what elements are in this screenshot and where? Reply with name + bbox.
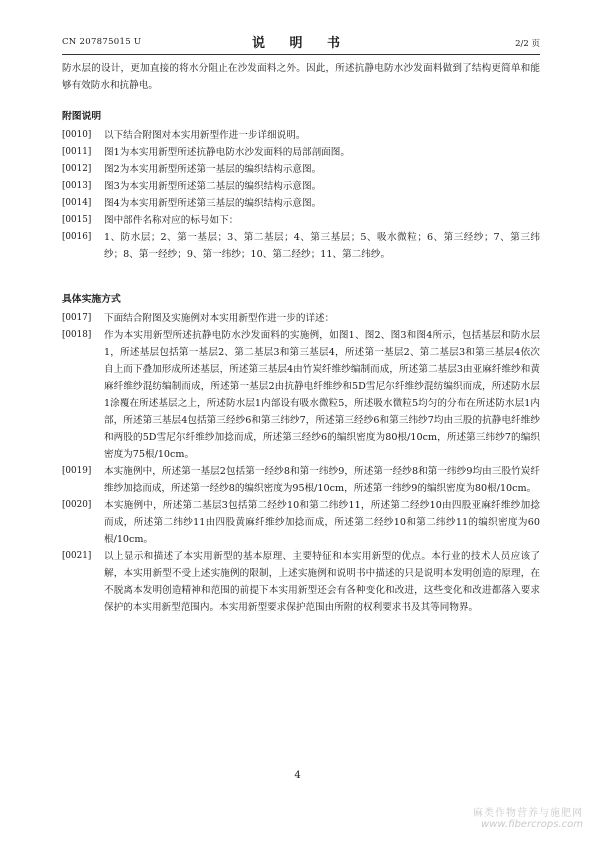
paragraph-text: 图2为本实用新型所述第一基层的编织结构示意图。 — [104, 164, 322, 175]
figures-paragraph — [62, 212, 540, 229]
paragraph-number: [0021] — [62, 551, 92, 561]
paragraph-number: [0013] — [62, 181, 92, 191]
page-number: 4 — [294, 770, 301, 781]
page-header — [62, 30, 540, 52]
paragraph-text: 1、防水层；2、第一基层；3、第二基层；4、第三基层；5、吸水微粒；6、第三经纱；7、第三纬纱；8、第一经纱；9、第一纬纱；10、第二经纱；11、第二纬纱。 — [104, 232, 540, 260]
document-title: 说 明 书 — [251, 36, 351, 51]
figures-paragraphs — [62, 127, 540, 263]
figures-paragraph — [62, 229, 540, 263]
embodiment-paragraph — [62, 310, 540, 327]
section-title-embodiment: 具体实施方式 — [62, 294, 121, 305]
paragraph-text: 图中部件名称对应的标号如下： — [104, 215, 239, 226]
figures-paragraph — [62, 178, 540, 195]
document-body — [62, 60, 540, 616]
paragraph-number: [0010] — [62, 130, 92, 140]
paragraph-number: [0020] — [62, 500, 92, 510]
watermark-url: www.fibercrops.com — [481, 819, 583, 830]
watermark-site-name: 麻类作物营养与施肥网 — [473, 808, 583, 819]
paragraph-text: 作为本实用新型所述抗静电防水沙发面料的实施例，如图1、图2、图3和图4所示，包括基层和防水层1，所述基层包括第一基层2、第二基层3和第三基层4，所述第一基层2、第二基层3和第三基层4依次自上而下叠加形成所述基层，所述第三基层4由竹炭纤维纱编制而成，所述第二基层3由亚麻纤维纱和黄麻纤维纱混纺编制而成，所述第一基层2由抗静电纤维纱和5D雪尼尔纤维纱混纺编织而成，所述防水层1涂覆在所述基层之上，所述防水层1内部设有吸水微粒5，所述吸水微粒5均匀的分布在所述防水层1内部，所述第三基层4包括第三经纱6和第三纬纱7，所述第三经纱6和第三纬纱7均由三股的抗静电纤维纱和两股的5D雪尼尔纤维纱加捻而成，所述第三经纱6的编织密度为80根/10cm，所述第三纬纱7的编织密度为75根/10cm。 — [104, 330, 540, 460]
paragraph-text: 本实施例中，所述第一基层2包括第一经纱8和第一纬纱9，所述第一经纱8和第一纬纱9均由三股竹炭纤维纱加捻而成，所述第一经纱8的编织密度为95根/10cm，所述第一纬纱9的编织密度为80根/10cm。 — [104, 466, 540, 494]
page-indicator: 2/2 页 — [515, 39, 540, 49]
embodiment-paragraph — [62, 327, 540, 463]
header-rule — [62, 54, 540, 55]
paragraph-text: 图3为本实用新型所述第二基层的编织结构示意图。 — [104, 181, 322, 192]
paragraph-text: 以上显示和描述了本实用新型的基本原理、主要特征和本实用新型的优点。本行业的技术人员应该了解，本实用新型不受上述实施例的限制，上述实施例和说明书中描述的只是说明本发明创造的原理，在不脱离本发明创造精神和范围的前提下本实用新型还会有各种变化和改进，这些变化和改进都落入要求保护的本实用新型范围内。本实用新型要求保护范围由所附的权利要求书及其等同物界。 — [104, 551, 540, 613]
paragraph-number: [0016] — [62, 232, 92, 242]
paragraph-number: [0011] — [62, 147, 92, 157]
document-number: CN 207875015 U — [62, 37, 142, 47]
figures-paragraph — [62, 127, 540, 144]
paragraph-text: 图4为本实用新型所述第三基层的编织结构示意图。 — [104, 198, 322, 209]
watermark — [473, 804, 583, 830]
paragraph-number: [0018] — [62, 330, 92, 340]
paragraph-number: [0012] — [62, 164, 92, 174]
embodiment-paragraph — [62, 548, 540, 616]
figures-paragraph — [62, 144, 540, 161]
paragraph-number: [0019] — [62, 466, 92, 476]
section-title-figures: 附图说明 — [62, 111, 102, 122]
embodiment-paragraph — [62, 497, 540, 548]
paragraph-text: 图1为本实用新型所述抗静电防水沙发面料的局部剖面图。 — [104, 147, 350, 158]
continuation-paragraph: 防水层的设计，更加直接的将水分阻止在沙发面料之外。因此，所述抗静电防水沙发面料做到了结构更简单和能够有效防水和抗静电。 — [62, 63, 540, 91]
paragraph-number: [0015] — [62, 215, 92, 225]
paragraph-text: 以下结合附图对本实用新型作进一步详细说明。 — [104, 130, 306, 141]
embodiment-paragraphs — [62, 310, 540, 616]
embodiment-paragraph — [62, 463, 540, 497]
paragraph-text: 下面结合附图及实施例对本实用新型作进一步的详述： — [104, 313, 335, 324]
paragraph-text: 本实施例中，所述第二基层3包括第二经纱10和第二纬纱11，所述第二经纱10由四股亚麻纤维纱加捻而成，所述第二纬纱11由四股黄麻纤维纱加捻而成，所述第二经纱10和第二纬纱11的编织密度为60根/10cm。 — [104, 500, 540, 545]
figures-paragraph — [62, 161, 540, 178]
paragraph-number: [0014] — [62, 198, 92, 208]
paragraph-number: [0017] — [62, 313, 92, 323]
figures-paragraph — [62, 195, 540, 212]
